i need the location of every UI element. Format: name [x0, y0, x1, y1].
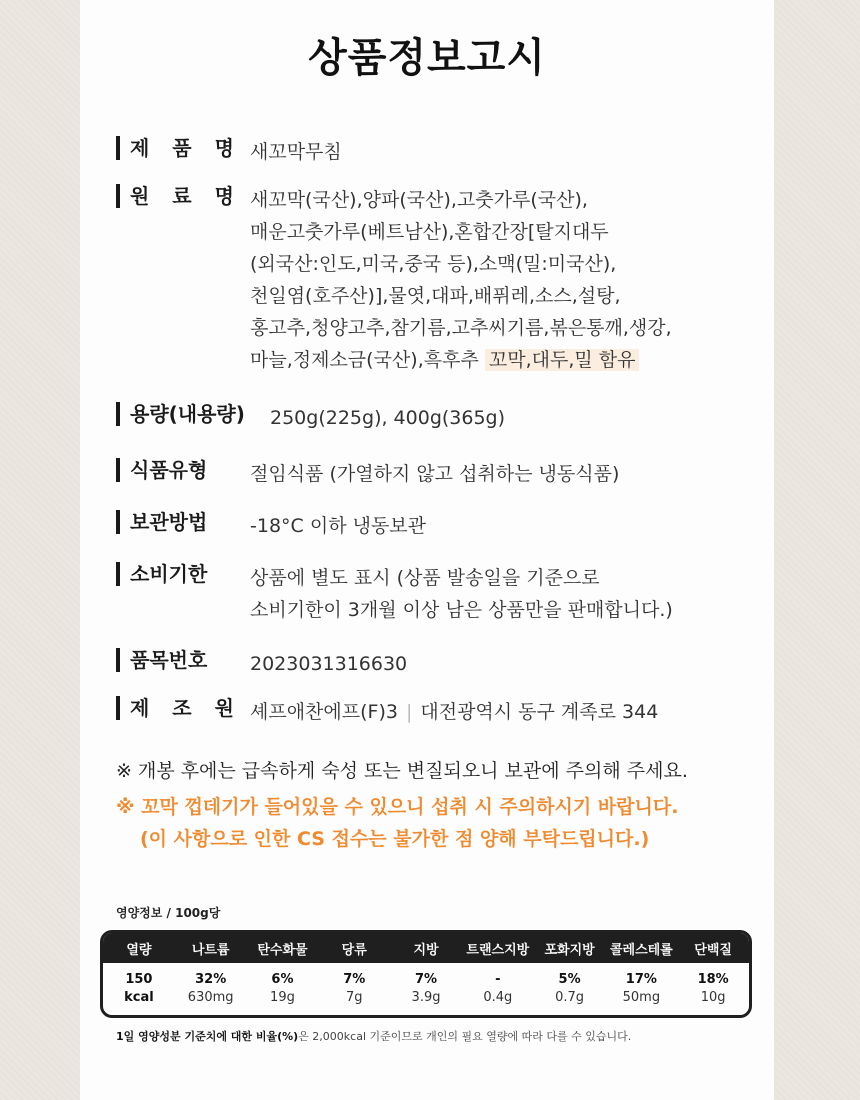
cs-disclaimer-note: (이 사항으로 인한 CS 접수는 불가한 점 양해 부탁드립니다.) — [140, 828, 650, 850]
nutrition-bottom-value: kcal — [124, 990, 154, 1005]
nutrition-top-value: 18% — [697, 972, 729, 987]
nutrition-header-row — [103, 933, 749, 963]
nutrition-bottom-value: 630mg — [187, 990, 234, 1005]
nutrition-table — [100, 930, 752, 1018]
nutrition-top-value: 7% — [343, 972, 366, 987]
ingredients-last-line — [250, 344, 672, 376]
nutrition-bottom-value: 3.9g — [411, 990, 441, 1005]
nutrition-cell — [677, 971, 749, 1007]
item-number-label: 품목번호 — [116, 648, 250, 672]
ingredients-line: 새꼬막(국산),양파(국산),고춧가루(국산), — [250, 189, 588, 211]
nutrition-cell — [318, 971, 390, 1007]
nutrition-bottom-value: 19g — [270, 990, 295, 1005]
info-sheet — [80, 0, 774, 1100]
nutrition-top-value: 5% — [558, 972, 581, 987]
nutrition-header-cell: 지방 — [413, 942, 439, 958]
nutrition-cell — [103, 971, 175, 1007]
nutrition-header-cell: 트랜스지방 — [466, 942, 530, 958]
volume-value: 250g(225g), 400g(365g) — [270, 407, 506, 429]
ingredients-line: 천일염(호주산)],물엿,대파,배퓌레,소스,설탕, — [250, 285, 621, 307]
ingredients-row — [116, 184, 672, 376]
manufacturer-label: 제 조 원 — [116, 696, 250, 720]
food-type-row — [116, 458, 619, 490]
storage-value: -18°C 이하 냉동보관 — [250, 515, 427, 537]
shell-warning-note: ※ 꼬막 껍데기가 들어있을 수 있으니 섭취 시 주의하시기 바랍니다. — [116, 796, 679, 818]
expiry-line: 소비기한이 3개월 이상 남은 상품만을 판매합니다.) — [250, 599, 673, 621]
nutrition-bottom-value: 0.7g — [555, 990, 585, 1005]
nutrition-cell — [605, 971, 677, 1007]
nutrition-top-value: - — [495, 972, 501, 987]
nutrition-cell — [247, 971, 319, 1007]
nutrition-value-row — [103, 963, 749, 1015]
nutrition-header-cell: 포화지방 — [544, 942, 595, 958]
nutrition-header-cell: 콜레스테롤 — [609, 942, 673, 958]
expiry-label: 소비기한 — [116, 562, 250, 586]
allergen-highlight: 꼬막,대두,밀 함유 — [485, 349, 640, 371]
volume-row — [116, 402, 505, 434]
nutrition-bottom-value: 7g — [345, 990, 363, 1005]
storage-warning-note: ※ 개봉 후에는 급속하게 숙성 또는 변질되오니 보관에 주의해 주세요. — [116, 760, 688, 782]
product-name-value: 새꼬막무침 — [250, 141, 342, 163]
item-number-value: 2023031316630 — [250, 653, 408, 675]
nutrition-bottom-value: 50mg — [622, 990, 661, 1005]
nutrition-footnote-bold: 1일 영양성분 기준치에 대한 비율(%) — [116, 1030, 299, 1043]
page-title: 상품정보고시 — [308, 35, 546, 81]
manufacturer-row — [116, 696, 658, 728]
ingredients-label: 원 료 명 — [116, 184, 250, 208]
nutrition-footnote-text: 은 2,000kcal 기준이므로 개인의 필요 열량에 따라 다를 수 있습니다. — [298, 1030, 632, 1043]
storage-row — [116, 510, 426, 542]
nutrition-top-value: 6% — [271, 972, 294, 987]
expiry-value — [250, 562, 673, 626]
nutrition-header-cell: 당류 — [341, 942, 367, 958]
expiry-row — [116, 562, 673, 626]
ingredients-line: (외국산:인도,미국,중국 등),소맥(밀:미국산), — [250, 253, 617, 275]
nutrition-header-cell: 나트륨 — [191, 942, 230, 958]
manufacturer-value — [250, 696, 658, 728]
nutrition-cell — [462, 971, 534, 1007]
nutrition-cell — [175, 971, 247, 1007]
nutrition-header-cell: 열량 — [126, 942, 152, 958]
nutrition-cell — [390, 971, 462, 1007]
item-number-row — [116, 648, 407, 680]
nutrition-top-value: 150 — [125, 972, 153, 987]
storage-label: 보관방법 — [116, 510, 250, 534]
nutrition-footnote — [116, 1028, 631, 1044]
ingredients-line: 매운고춧가루(베트남산),혼합간장[탈지대두 — [250, 221, 609, 243]
manufacturer-name: 셰프애찬에프(F)3 — [250, 701, 398, 723]
nutrition-cell — [534, 971, 606, 1007]
nutrition-bottom-value: 0.4g — [483, 990, 513, 1005]
volume-label: 용량(내용량) — [116, 402, 270, 426]
nutrition-bottom-value: 10g — [700, 990, 726, 1005]
food-type-label: 식품유형 — [116, 458, 250, 482]
manufacturer-address: 대전광역시 동구 계족로 344 — [420, 701, 659, 723]
nutrition-top-value: 7% — [414, 972, 438, 987]
ingredients-line: 홍고추,청양고추,참기름,고추씨기름,볶은통깨,생강, — [250, 317, 672, 339]
nutrition-header-cell: 단백질 — [694, 942, 732, 958]
ingredients-value — [250, 184, 672, 376]
nutrition-top-value: 17% — [625, 972, 657, 987]
product-name-row — [116, 136, 342, 168]
expiry-line: 상품에 별도 표시 (상품 발송일을 기준으로 — [250, 567, 600, 589]
food-type-value: 절임식품 (가열하지 않고 섭취하는 냉동식품) — [250, 463, 620, 485]
ingredients-line: 마늘,정제소금(국산),흑후추 — [250, 349, 479, 371]
product-name-label: 제 품 명 — [116, 136, 250, 160]
nutrition-top-value: 32% — [195, 972, 227, 987]
nutrition-header-cell: 탄수화물 — [257, 942, 308, 958]
manufacturer-divider: | — [405, 701, 413, 723]
nutrition-title: 영양정보 / 100g당 — [116, 906, 221, 920]
